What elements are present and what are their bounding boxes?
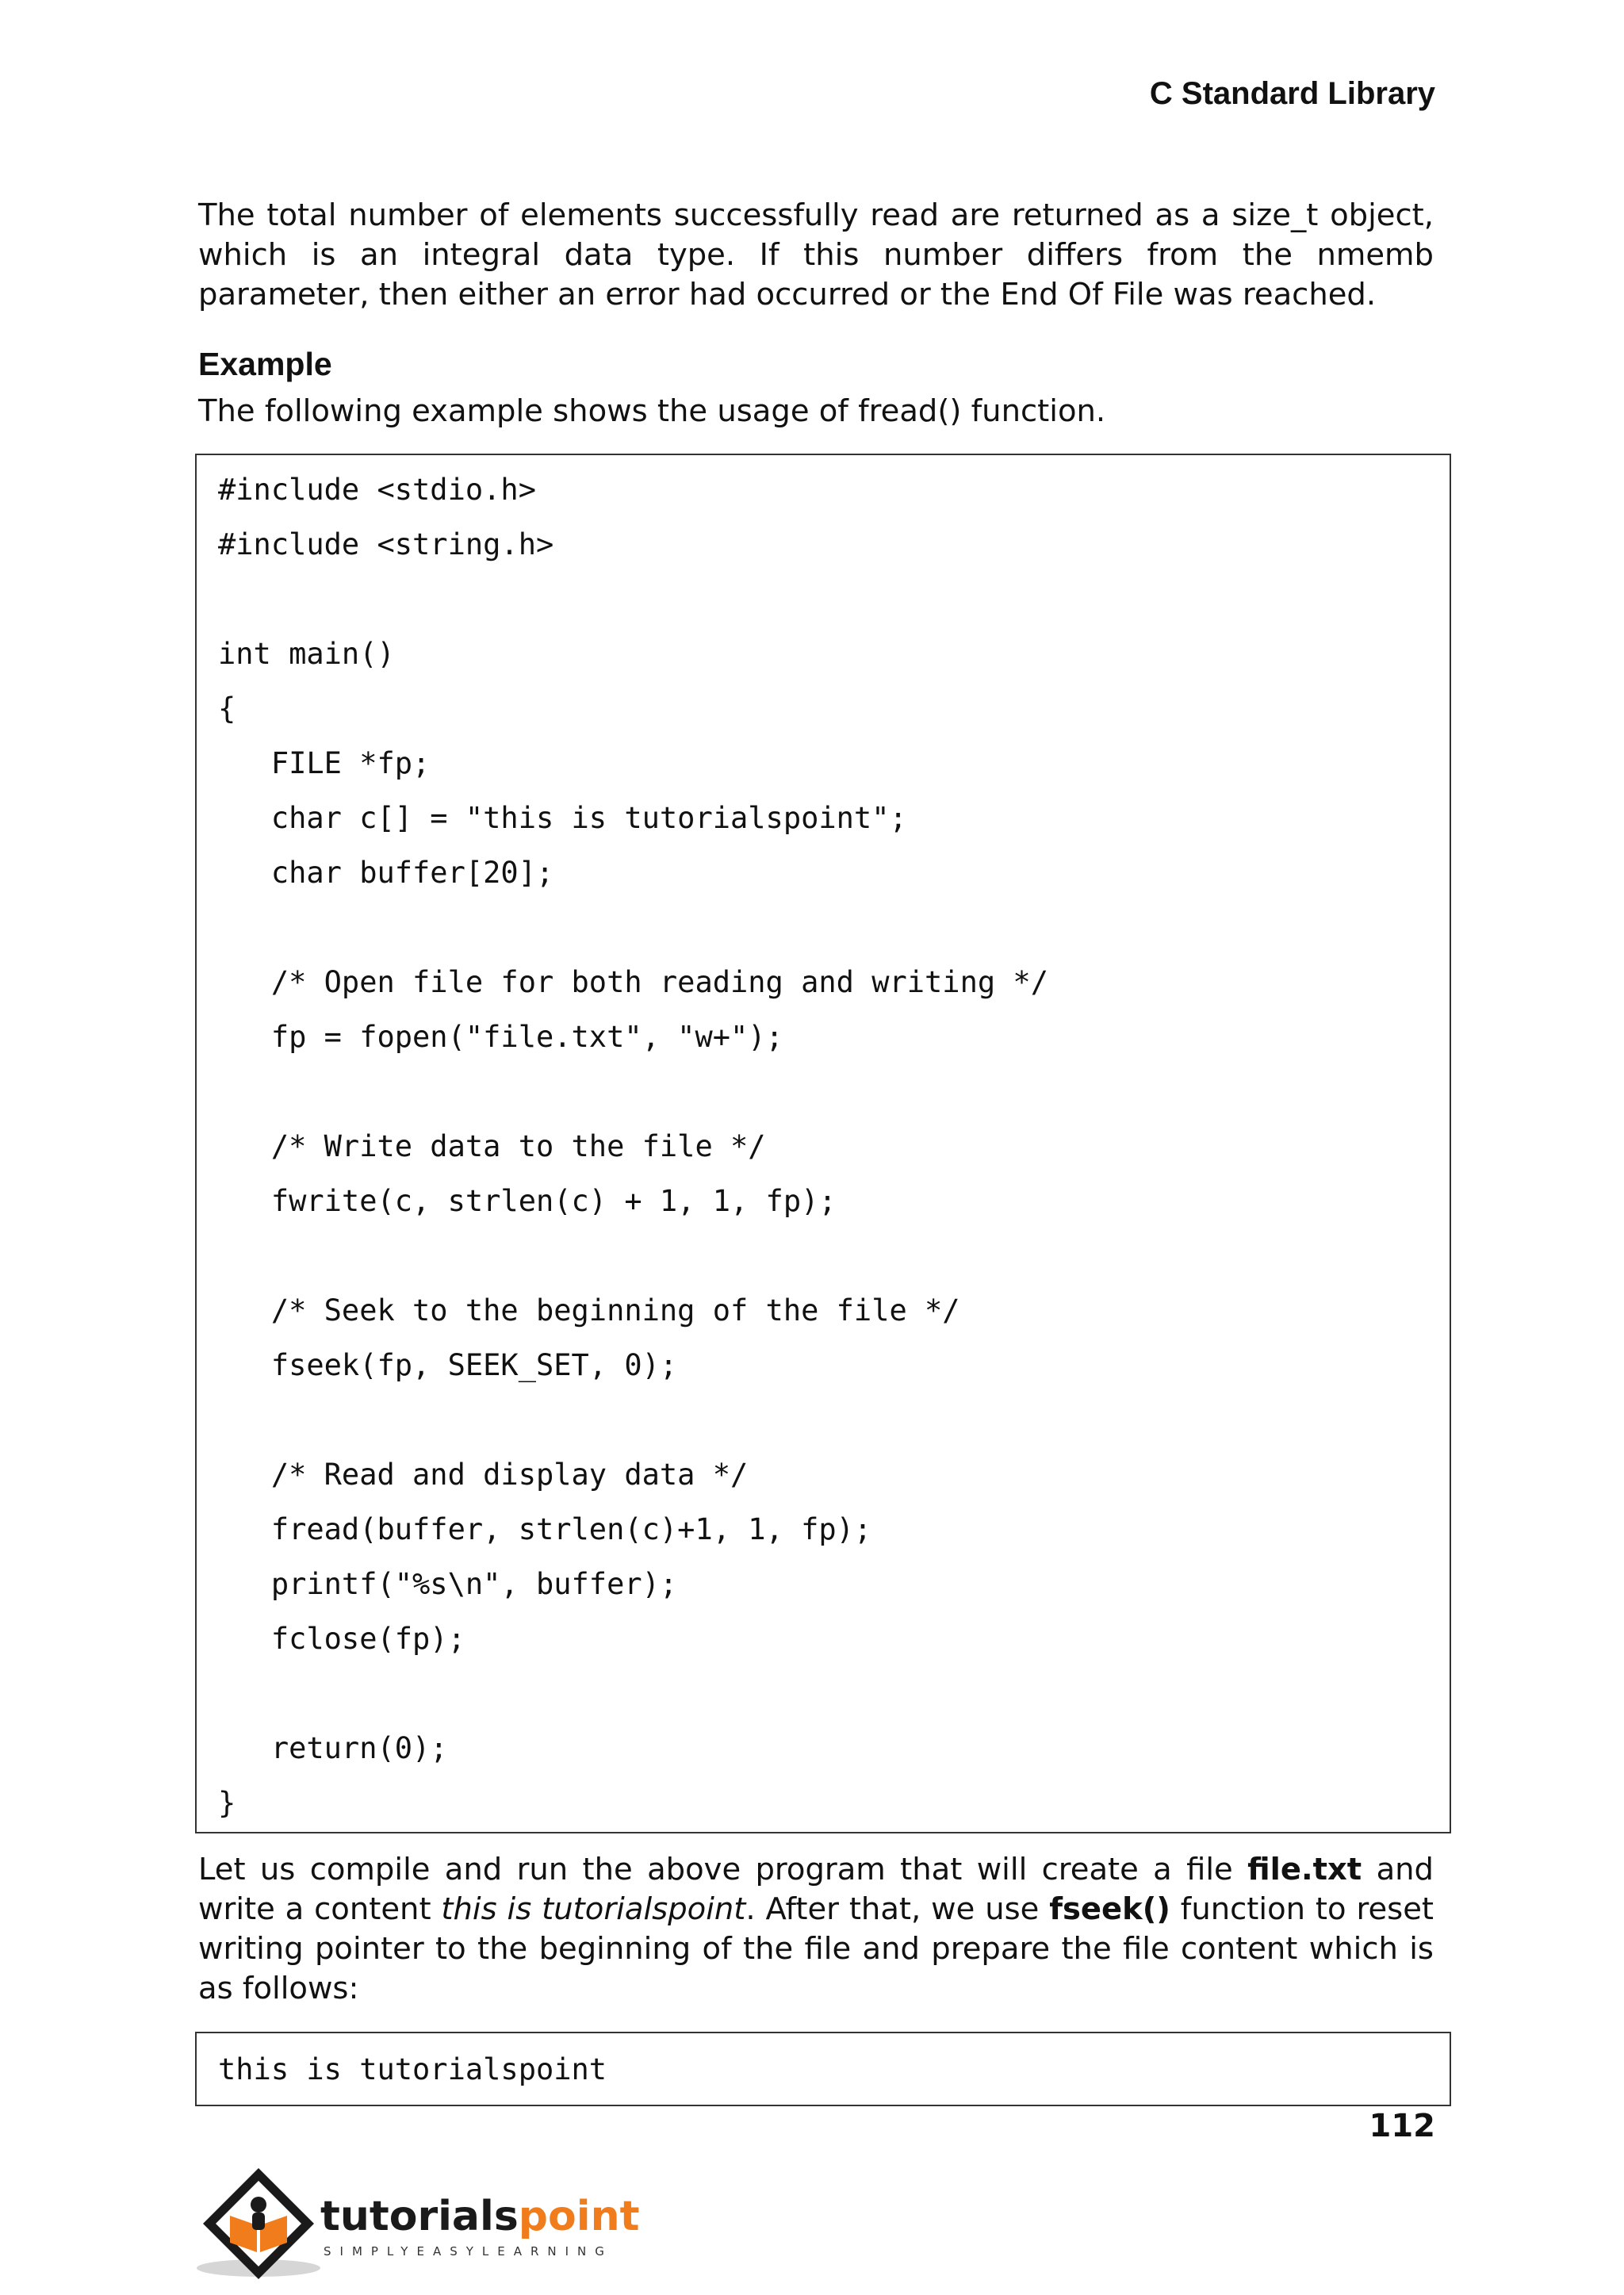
running-header: C Standard Library bbox=[1149, 76, 1435, 111]
page-number: 112 bbox=[1369, 2108, 1435, 2144]
code-line: /* Seek to the beginning of the file */ bbox=[218, 1293, 960, 1328]
code-line: fclose(fp); bbox=[218, 1622, 465, 1656]
logo-brand-part2: point bbox=[518, 2193, 640, 2240]
logo-brand-part1: tutorials bbox=[320, 2193, 519, 2240]
code-line: #include <stdio.h> bbox=[218, 473, 536, 507]
code-line: FILE *fp; bbox=[218, 746, 431, 780]
code-line: char buffer[20]; bbox=[218, 856, 554, 890]
code-line: /* Write data to the file */ bbox=[218, 1129, 766, 1163]
svg-text:tutorialspoint bbox=[320, 2193, 639, 2240]
intro-paragraph: The total number of elements successfully read are returned as a size_t object, which is an integral data type. If this number differs from the nmemb parameter, then either an error had occurred or the End Of File was reached. bbox=[198, 197, 1434, 312]
explanation-paragraph bbox=[198, 1850, 1434, 2009]
explanation-text-3: . After that, we use bbox=[745, 1891, 1050, 1927]
code-line: fp = fopen("file.txt", "w+"); bbox=[218, 1020, 783, 1054]
tutorialspoint-logo bbox=[195, 2167, 640, 2285]
code-line: return(0); bbox=[218, 1731, 448, 1765]
code-line: char c[] = "this is tutorialspoint"; bbox=[218, 801, 907, 835]
explanation-text-4: function to reset writing pointer to the beginning of the file and prepare the file content which is as follows: bbox=[198, 1891, 1434, 2006]
content-text: this is tutorialspoint bbox=[441, 1891, 746, 1927]
explanation-text-2: and write a content bbox=[198, 1852, 1434, 1927]
code-line: /* Read and display data */ bbox=[218, 1458, 749, 1492]
code-line: printf("%s\n", buffer); bbox=[218, 1567, 678, 1601]
explanation-text-1: Let us compile and run the above program that will create a file bbox=[198, 1852, 1248, 1887]
code-line: { bbox=[218, 692, 236, 726]
code-block bbox=[195, 454, 1451, 1833]
code-line: this is tutorialspoint bbox=[218, 2052, 607, 2086]
logo-tagline: SIMPLYEASYLEARNING bbox=[324, 2244, 613, 2259]
example-description: The following example shows the usage of fread() function. bbox=[198, 393, 1106, 429]
code-line: } bbox=[218, 1786, 236, 1820]
logo-figure-body bbox=[252, 2213, 265, 2230]
example-heading: Example bbox=[198, 346, 332, 382]
code-line: /* Open file for both reading and writing */ bbox=[218, 965, 1048, 999]
code-line: fread(buffer, strlen(c)+1, 1, fp); bbox=[218, 1512, 872, 1546]
code-line: fwrite(c, strlen(c) + 1, 1, fp); bbox=[218, 1184, 837, 1218]
code-line: #include <string.h> bbox=[218, 527, 554, 561]
function-name-text: fseek() bbox=[1049, 1891, 1170, 1927]
code-line: int main() bbox=[218, 637, 395, 671]
filename-text: file.txt bbox=[1247, 1852, 1362, 1887]
logo-figure-head bbox=[251, 2197, 266, 2213]
output-block bbox=[195, 2032, 1451, 2106]
code-line: fseek(fp, SEEK_SET, 0); bbox=[218, 1348, 678, 1382]
